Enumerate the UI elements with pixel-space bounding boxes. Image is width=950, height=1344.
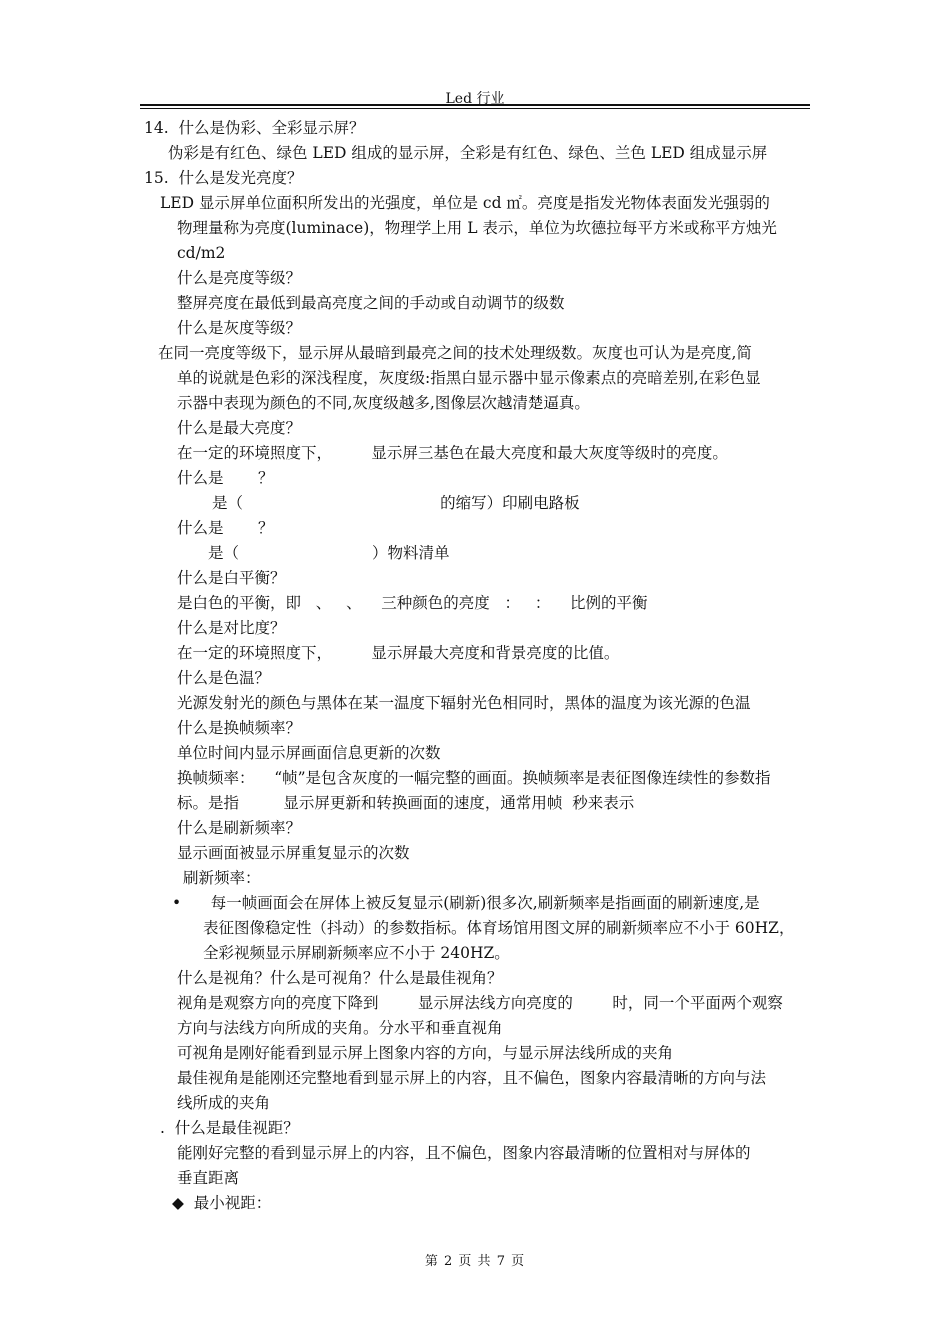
text-line: 可视角是刚好能看到显示屏上图象内容的方向，与显示屏法线所成的夹角 bbox=[177, 1044, 674, 1062]
text-line: 14. 什么是伪彩、全彩显示屏？ bbox=[144, 119, 365, 137]
text-line: 单的说就是色彩的深浅程度，灰度级:指黑白显示器中显示像素点的亮暗差别,在彩色显 bbox=[177, 369, 761, 387]
text-line: 线所成的夹角 bbox=[177, 1094, 271, 1112]
text-line: 是（ 的缩写）印刷电路板 bbox=[212, 494, 580, 512]
text-line: 伪彩是有红色、绿色 LED 组成的显示屏，全彩是有红色、绿色、兰色 LED 组成显示屏 bbox=[168, 144, 768, 162]
text-line: 在同一亮度等级下，显示屏从最暗到最亮之间的技术处理级数。灰度也可认为是亮度,简 bbox=[158, 344, 752, 362]
text-line: 什么是最大亮度？ bbox=[177, 419, 302, 437]
text-line: 什么是刷新频率？ bbox=[177, 819, 302, 837]
text-line: 什么是换帧频率？ bbox=[177, 719, 302, 737]
text-line: 方向与法线方向所成的夹角。分水平和垂直视角 bbox=[177, 1019, 503, 1037]
text-line: . 什么是最佳视距？ bbox=[160, 1119, 299, 1137]
text-line: 什么是灰度等级？ bbox=[177, 319, 302, 337]
text-line: cd/m2 bbox=[177, 244, 226, 262]
text-line: 是白色的平衡，即 、 、 三种颜色的亮度 ： ： 比例的平衡 bbox=[177, 594, 648, 612]
text-line: 什么是 ？ bbox=[177, 519, 274, 537]
text-line: 什么是色温？ bbox=[177, 669, 271, 687]
text-line: 显示画面被显示屏重复显示的次数 bbox=[177, 844, 410, 862]
text-line: 什么是亮度等级？ bbox=[177, 269, 302, 287]
text-line: 能刚好完整的看到显示屏上的内容，且不偏色，图象内容最清晰的位置相对与屏体的 bbox=[177, 1144, 751, 1162]
text-line: 物理量称为亮度(luminace)，物理学上用 L 表示，单位为坎德拉每平方米或称平方烛光 bbox=[177, 219, 777, 237]
text-line: 标。是指 显示屏更新和转换画面的速度，通常用帧 秒来表示 bbox=[177, 794, 635, 812]
text-line: 什么是白平衡？ bbox=[177, 569, 286, 587]
text-line: 全彩视频显示屏刷新频率应不小于 240HZ。 bbox=[203, 944, 510, 962]
text-line: 视角是观察方向的亮度下降到 显示屏法线方向亮度的 时，同一个平面两个观察 bbox=[177, 994, 783, 1012]
text-line: 15. 什么是发光亮度？ bbox=[144, 169, 303, 187]
text-line: 是（ ）物料清单 bbox=[208, 544, 450, 562]
text-line: 单位时间内显示屏画面信息更新的次数 bbox=[177, 744, 441, 762]
text-line: 示器中表现为颜色的不同,灰度级越多,图像层次越清楚逼真。 bbox=[177, 394, 590, 412]
text-line: 在一定的环境照度下， 显示屏三基色在最大亮度和最大灰度等级时的亮度。 bbox=[177, 444, 728, 462]
page-header: Led 行业 bbox=[445, 91, 505, 107]
text-line: 表征图像稳定性（抖动）的参数指标。体育场馆用图文屏的刷新频率应不小于 60HZ， bbox=[203, 919, 795, 937]
text-line: 什么是对比度？ bbox=[177, 619, 286, 637]
page-footer: 第 2 页 共 7 页 bbox=[424, 1254, 526, 1269]
header-rule bbox=[140, 104, 810, 106]
text-line: 整屏亮度在最低到最高亮度之间的手动或自动调节的级数 bbox=[177, 294, 565, 312]
text-line: 在一定的环境照度下， 显示屏最大亮度和背景亮度的比值。 bbox=[177, 644, 620, 662]
text-line: • 每一帧画面会在屏体上被反复显示(刷新)很多次,刷新频率是指画面的刷新速度,是 bbox=[172, 894, 760, 912]
text-line: 最佳视角是能刚还完整地看到显示屏上的内容，且不偏色，图象内容最清晰的方向与法 bbox=[177, 1069, 767, 1087]
header-rule-thin bbox=[140, 108, 810, 109]
text-line: LED 显示屏单位面积所发出的光强度，单位是 cd ㎡。亮度是指发光物体表面发光强弱的 bbox=[160, 194, 770, 212]
text-line: 什么是 ？ bbox=[177, 469, 274, 487]
text-line: 刷新频率： bbox=[183, 869, 261, 887]
text-line: 光源发射光的颜色与黑体在某一温度下辐射光色相同时，黑体的温度为该光源的色温 bbox=[177, 694, 751, 712]
text-line: ◆ 最小视距： bbox=[172, 1194, 272, 1212]
text-line: 什么是视角？什么是可视角？什么是最佳视角？ bbox=[177, 969, 503, 987]
text-line: 换帧频率： “帧”是包含灰度的一幅完整的画面。换帧频率是表征图像连续性的参数指 bbox=[177, 769, 771, 787]
text-line: 垂直距离 bbox=[177, 1169, 240, 1187]
